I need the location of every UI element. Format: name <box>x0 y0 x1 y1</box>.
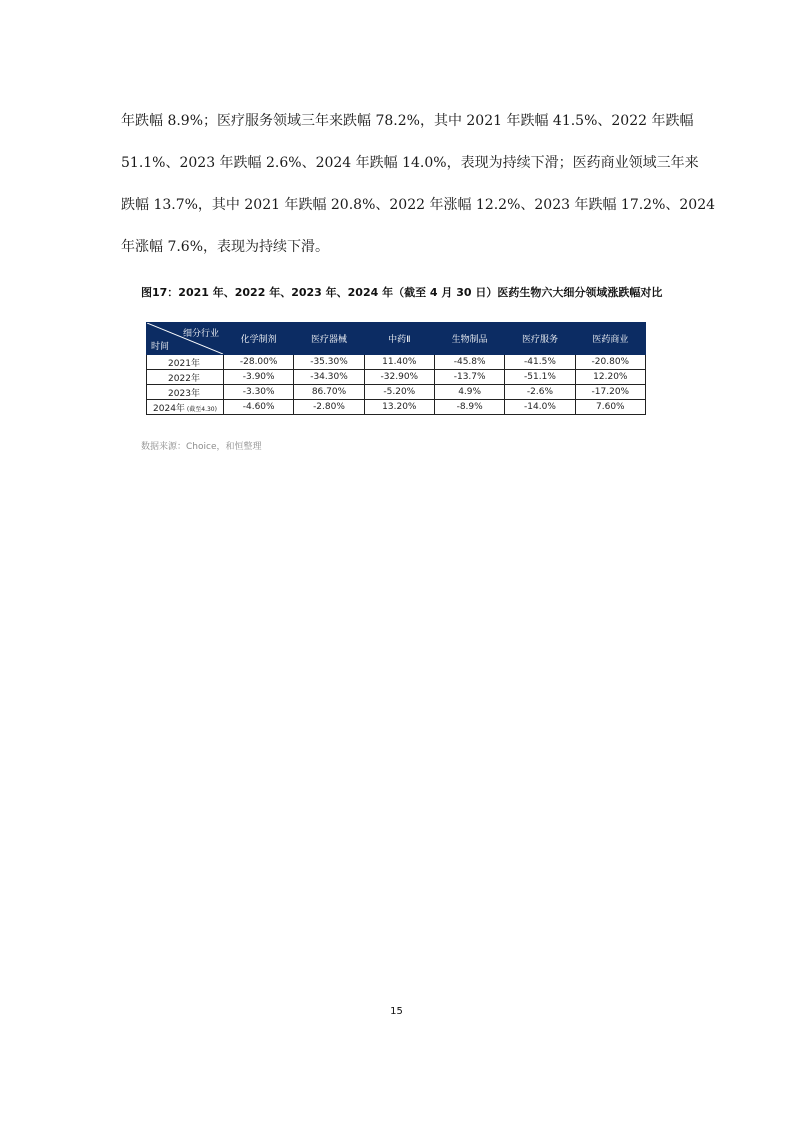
column-header: 化学制剂 <box>224 323 294 355</box>
paragraph-line: 51.1%、2023 年跌幅 2.6%、2024 年跌幅 14.0%，表现为持续下滑；医药商业领域三年来 <box>121 155 699 171</box>
paragraph-line: 跌幅 13.7%，其中 2021 年跌幅 20.8%、2022 年涨幅 12.2%、2023 年跌幅 17.2%、2024 <box>121 197 716 213</box>
table-cell: -17.20% <box>575 385 645 400</box>
table-cell: -20.80% <box>575 355 645 370</box>
table-cell: -13.7% <box>434 370 504 385</box>
column-header: 医疗服务 <box>505 323 575 355</box>
table-cell: -3.90% <box>224 370 294 385</box>
table-cell: -4.60% <box>224 400 294 415</box>
table-cell: -34.30% <box>294 370 364 385</box>
table-cell: -14.0% <box>505 400 575 415</box>
table-cell: -28.00% <box>224 355 294 370</box>
table-row <box>147 400 646 415</box>
row-label: 2021年 <box>147 355 224 370</box>
column-header: 生物制品 <box>434 323 504 355</box>
paragraph-line: 年跌幅 8.9%；医疗服务领域三年来跌幅 78.2%，其中 2021 年跌幅 41.5%、2022 年跌幅 <box>121 113 694 129</box>
page-number: 15 <box>390 1006 403 1017</box>
data-source-note: 数据来源：Choice，和恒整理 <box>141 442 262 452</box>
table-cell: 12.20% <box>575 370 645 385</box>
table-cell: 7.60% <box>575 400 645 415</box>
table-corner-header <box>147 323 224 355</box>
table-cell: -8.9% <box>434 400 504 415</box>
table-cell: 86.70% <box>294 385 364 400</box>
table-cell: 13.20% <box>364 400 434 415</box>
table-cell: -45.8% <box>434 355 504 370</box>
paragraph-line: 年涨幅 7.6%，表现为持续下滑。 <box>121 239 330 255</box>
table-row <box>147 355 646 370</box>
column-header: 医药商业 <box>575 323 645 355</box>
row-label: 2022年 <box>147 370 224 385</box>
table-cell: -41.5% <box>505 355 575 370</box>
table-cell: -51.1% <box>505 370 575 385</box>
table-cell: -5.20% <box>364 385 434 400</box>
table-cell: 4.9% <box>434 385 504 400</box>
table-cell: -2.6% <box>505 385 575 400</box>
corner-time-label: 时间 <box>151 342 170 352</box>
table-cell: -2.80% <box>294 400 364 415</box>
sector-performance-table <box>146 322 646 415</box>
table-header-row <box>147 323 646 355</box>
body-paragraph <box>121 100 716 268</box>
column-header: 医疗器械 <box>294 323 364 355</box>
table-cell: -3.30% <box>224 385 294 400</box>
table-cell: -32.90% <box>364 370 434 385</box>
row-label: 2023年 <box>147 385 224 400</box>
corner-sector-label: 细分行业 <box>182 329 219 339</box>
table-row <box>147 370 646 385</box>
row-label: 2024年 (截至4.30) <box>147 400 224 415</box>
table-cell: -35.30% <box>294 355 364 370</box>
table-cell: 11.40% <box>364 355 434 370</box>
table-row <box>147 385 646 400</box>
figure-caption: 图17：2021 年、2022 年、2023 年、2024 年（截至 4 月 30 日）医药生物六大细分领域涨跌幅对比 <box>141 286 663 299</box>
column-header: 中药Ⅱ <box>364 323 434 355</box>
